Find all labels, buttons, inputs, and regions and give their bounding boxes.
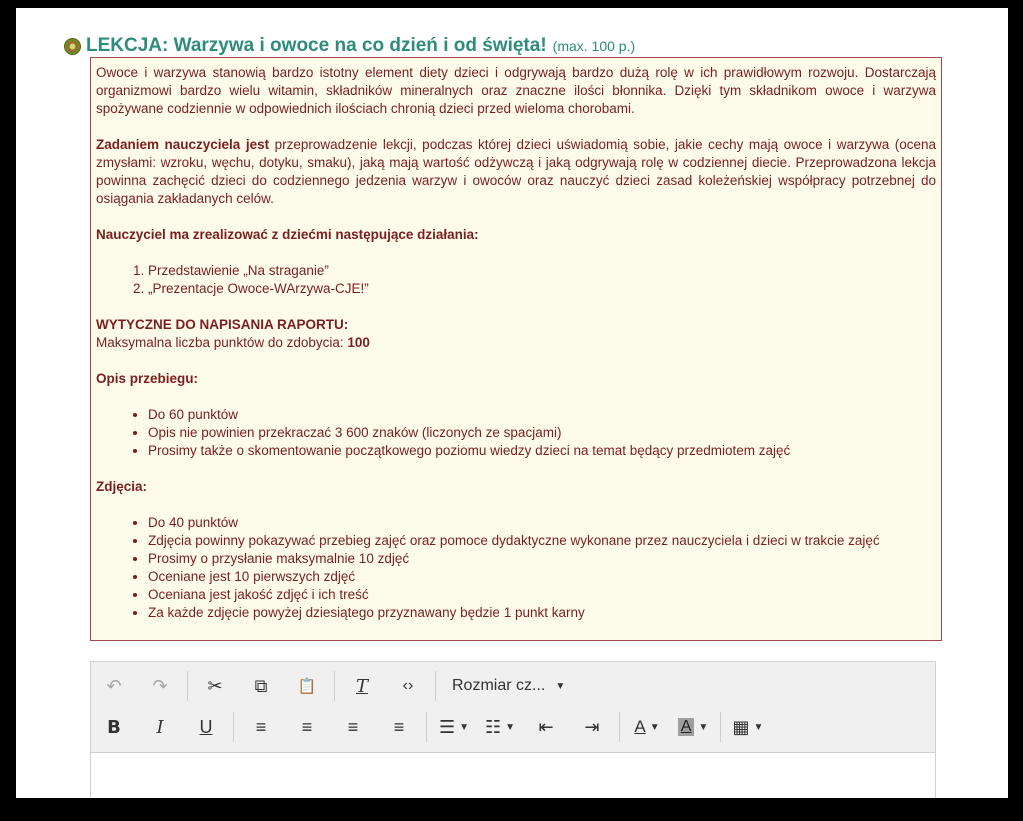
list-item: • Zdjęcia powinny pokazywać przebieg zajęć oraz pomoce dydaktyczne wykonane przez nauczyciela i dzieci w trakcie zajęć [148,532,936,550]
numbered-list-icon: ☷ [484,716,502,737]
scissors-icon: ✂ [207,675,223,696]
undo-icon: ↶ [106,675,122,696]
justify-icon: ≡ [393,716,405,737]
list-item: • Oceniane jest 10 pierwszych zdjęć [148,568,936,586]
text-color-icon: A [634,717,646,736]
photos-list [96,514,936,622]
list-item: • Prosimy o przysłanie maksymalnie 10 zdjęć [148,550,936,568]
toolbar-row-2 [91,707,771,747]
description-heading: Opis przebiegu: [96,371,199,386]
clear-format-icon: T [355,675,368,697]
chevron-down-icon: ▼ [459,721,470,733]
code-icon: ‹› [402,677,414,694]
font-size-label: Rozmiar cz... [452,677,546,694]
background-color-button[interactable] [676,711,710,743]
align-left-icon: ≡ [255,716,267,737]
outdent-button[interactable] [529,711,563,743]
align-right-icon: ≡ [347,716,359,737]
bold-button[interactable] [97,711,131,743]
italic-icon: I [156,716,164,738]
teacher-task-text: przeprowadzenie lekcji, podczas której dzieci uświadomią sobie, jakie cechy mają owoce i warzywa (ocena zmysłami: wzroku, węchu, dotyku, smaku), jaką mają wartość odżywczą i jaką odgrywają rolę w codziennej diecie. Przeprowadzona lekcja powinna zachęcić dzieci do codziennego jedzenia warzyw i owoców oraz nauczyć dzieci zasad koleżeńskiej współpracy potrzebnej do osiągania zakładanych celów. [96,137,936,206]
source-code-button[interactable] [391,670,425,702]
activities-list [96,262,936,298]
bold-icon: B [107,716,121,738]
copy-button[interactable] [244,670,278,702]
list-item: • Opis nie powinien przekraczać 3 600 znaków (liczonych ze spacjami) [148,424,936,442]
lesson-badge-icon [64,38,81,55]
chevron-down-icon: ▼ [753,721,764,733]
page [16,8,1008,798]
underline-button[interactable] [189,711,223,743]
table-button[interactable] [731,711,765,743]
background-color-icon: A [678,718,695,736]
font-size-dropdown[interactable] [452,670,565,702]
paste-icon: 📋 [297,678,317,695]
list-item: • Do 60 punktów [148,406,936,424]
report-heading: WYTYCZNE DO NAPISANIA RAPORTU: [96,317,349,332]
toolbar-row-1 [91,666,571,706]
chevron-down-icon: ▼ [649,721,660,733]
editor-toolbar [91,662,935,753]
outdent-icon: ⇤ [538,716,554,737]
lesson-title: LEKCJA: Warzywa i owoce na co dzień i od święta! [86,35,547,56]
editor-content-area[interactable] [91,753,935,798]
underline-icon: U [199,716,213,737]
undo-button[interactable] [97,670,131,702]
photos-heading: Zdjęcia: [96,479,148,494]
list-item: • Prosimy także o skomentowanie początkowego poziomu wiedzy dzieci na temat będący przedmiotem zajęć [148,442,936,460]
description-list [96,406,936,460]
lesson-max-points: (max. 100 p.) [552,38,636,54]
teacher-task-label: Zadaniem nauczyciela jest [96,137,270,152]
text-color-button[interactable] [630,711,664,743]
chevron-down-icon: ▼ [698,721,709,733]
bullet-list-button[interactable] [437,711,471,743]
rich-text-editor[interactable] [90,661,936,798]
task-description-box [90,57,942,641]
list-item: • Oceniana jest jakość zdjęć i ich treść [148,586,936,604]
list-item: • Do 40 punktów [148,514,936,532]
lesson-title-row [64,34,635,58]
redo-icon: ↷ [152,675,168,696]
justify-button[interactable] [382,711,416,743]
align-right-button[interactable] [336,711,370,743]
activities-heading: Nauczyciel ma zrealizować z dziećmi następujące działania: [96,227,479,242]
align-left-button[interactable] [244,711,278,743]
chevron-down-icon: ▼ [505,721,516,733]
paste-button[interactable] [290,670,324,702]
teacher-task-paragraph [96,136,936,208]
chevron-down-icon: ▼ [555,680,566,692]
max-points-line: Maksymalna liczba punktów do zdobycia: 100 [96,335,370,350]
max-points-value: 100 [347,335,370,350]
clear-formatting-button[interactable] [345,670,379,702]
table-icon: ▦ [732,716,750,737]
bullet-list-icon: ☰ [438,716,456,737]
list-item: 1. Przedstawienie „Na straganie” [148,262,936,280]
align-center-button[interactable] [290,711,324,743]
italic-button[interactable] [143,711,177,743]
intro-paragraph: Owoce i warzywa stanowią bardzo istotny element diety dzieci i odgrywają bardzo dużą rolę w ich prawidłowym rozwoju. Dostarczają organizmowi bardzo wielu witamin, składników mineralnych oraz znaczne ilości błonnika. Dzięki tym składnikom owoce i warzywa spożywane codziennie w odpowiednich ilościach chronią dzieci przed wieloma chorobami. [96,65,936,116]
list-item: • Za każde zdjęcie powyżej dziesiątego przyznawany będzie 1 punkt karny [148,604,936,622]
cut-button[interactable] [198,670,232,702]
list-item: 2. „Prezentacje Owoce-WArzywa-CJE!” [148,280,936,298]
numbered-list-button[interactable] [483,711,517,743]
redo-button[interactable] [143,670,177,702]
indent-icon: ⇥ [584,716,600,737]
indent-button[interactable] [575,711,609,743]
align-center-icon: ≡ [301,716,313,737]
copy-icon: ⧉ [254,675,268,696]
